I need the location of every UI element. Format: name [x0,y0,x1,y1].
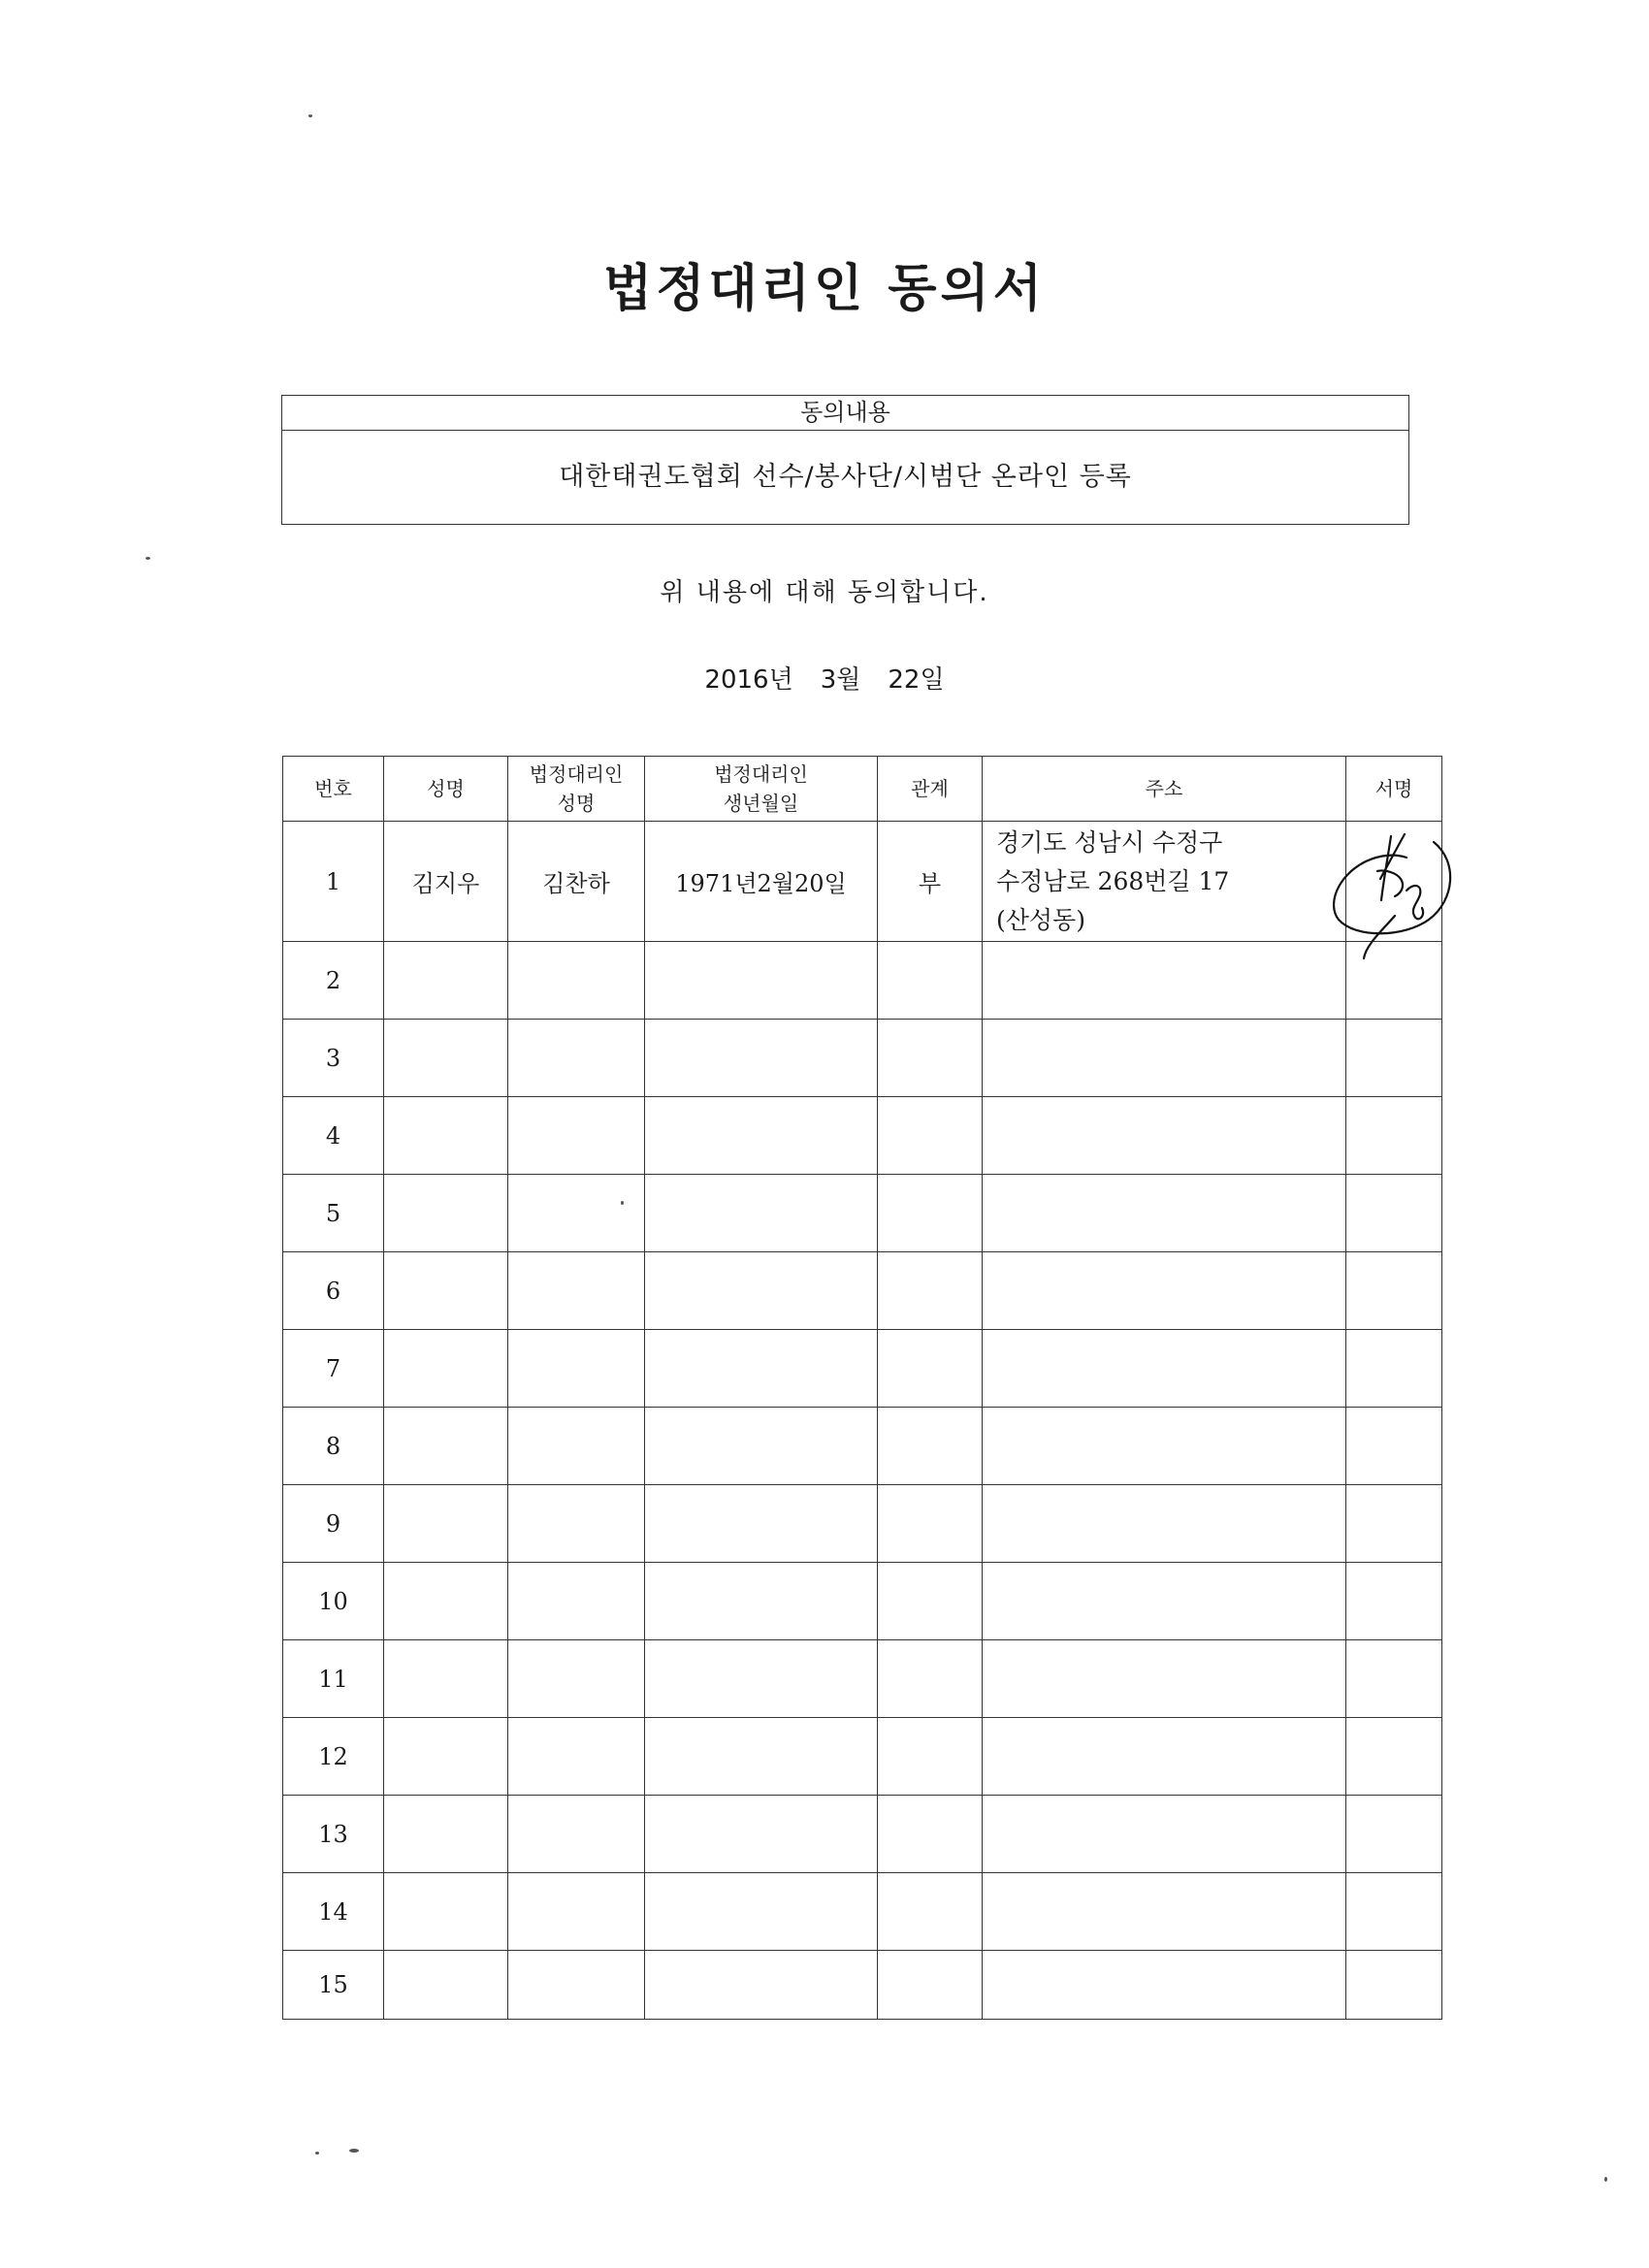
row-number: 9 [283,1485,384,1563]
row-address [983,1563,1346,1640]
header-signature: 서명 [1346,757,1442,822]
row-relation [878,1097,983,1175]
date-month: 3월 [820,665,861,695]
row-number: 1 [283,822,384,942]
scan-speck [621,1201,624,1205]
row-name [384,1330,508,1408]
row-name: 김지우 [384,822,508,942]
table-row [283,1330,1442,1408]
consent-date [0,660,1649,696]
header-relation: 관계 [878,757,983,822]
row-relation: 부 [878,822,983,942]
date-year: 2016년 [704,665,793,695]
row-guardian-name [508,1097,645,1175]
table-row [283,1640,1442,1718]
row-relation [878,1020,983,1097]
address-line: 경기도 성남시 수정구 [996,827,1223,857]
header-name: 성명 [384,757,508,822]
row-name [384,1175,508,1252]
row-signature [1346,1097,1442,1175]
header-guardian-name-line1: 법정대리인 [529,762,624,786]
row-address [983,1951,1346,2020]
row-guardian-birth [645,1640,878,1718]
row-address [983,942,1346,1020]
row-signature [1346,1563,1442,1640]
consent-content-text: 대한태권도협회 선수/봉사단/시범단 온라인 등록 [559,462,1132,492]
row-relation [878,1330,983,1408]
row-guardian-birth [645,1408,878,1485]
consent-content-box [281,395,1409,525]
row-number: 10 [283,1563,384,1640]
row-guardian-name [508,1873,645,1951]
row-signature [1346,1951,1442,2020]
row-name [384,1951,508,2020]
row-relation [878,1718,983,1796]
row-signature [1346,1175,1442,1252]
row-relation [878,1175,983,1252]
row-guardian-name [508,1640,645,1718]
row-guardian-name [508,1408,645,1485]
header-guardian-name-line2: 성명 [557,792,596,815]
scan-speck [349,2149,359,2153]
row-signature [1346,1873,1442,1951]
row-number: 14 [283,1873,384,1951]
row-guardian-name [508,1175,645,1252]
table-row [283,1563,1442,1640]
row-number: 13 [283,1796,384,1873]
consent-content-header: 동의내용 [282,396,1408,431]
row-address [983,1252,1346,1330]
scan-speck [308,114,312,117]
row-name [384,1020,508,1097]
row-name [384,1718,508,1796]
row-relation [878,1485,983,1563]
row-guardian-name: 김찬하 [508,822,645,942]
row-guardian-birth [645,1563,878,1640]
row-signature [1346,1796,1442,1873]
table-row [283,1796,1442,1873]
row-address [983,1408,1346,1485]
row-number: 5 [283,1175,384,1252]
agree-statement: 위 내용에 대해 동의합니다. [660,578,989,607]
row-address [983,1640,1346,1718]
row-guardian-birth [645,1485,878,1563]
table-row [283,1175,1442,1252]
row-name [384,1252,508,1330]
row-address [983,1097,1346,1175]
row-name [384,1097,508,1175]
row-address [983,1873,1346,1951]
row-number: 11 [283,1640,384,1718]
row-relation [878,1408,983,1485]
header-number: 번호 [283,757,384,822]
row-address [983,1718,1346,1796]
row-guardian-name [508,1020,645,1097]
row-relation [878,1563,983,1640]
row-signature [1346,1330,1442,1408]
scan-speck [1604,2177,1607,2182]
row-guardian-birth [645,1020,878,1097]
row-signature [1346,1020,1442,1097]
table-row [283,1718,1442,1796]
header-guardian-name [508,757,645,822]
row-number: 3 [283,1020,384,1097]
row-signature [1346,1252,1442,1330]
row-number: 2 [283,942,384,1020]
table-row [283,822,1442,942]
table-row [283,1485,1442,1563]
row-guardian-birth [645,1718,878,1796]
row-guardian-birth [645,1175,878,1252]
table-header-row [283,757,1442,822]
row-guardian-name [508,1951,645,2020]
row-guardian-name [508,1252,645,1330]
row-number: 4 [283,1097,384,1175]
row-guardian-birth [645,1097,878,1175]
table-row [283,1097,1442,1175]
row-guardian-birth [645,1873,878,1951]
row-guardian-name [508,1563,645,1640]
row-number: 8 [283,1408,384,1485]
row-name [384,942,508,1020]
header-guardian-birth-line1: 법정대리인 [714,762,808,786]
row-relation [878,1796,983,1873]
row-guardian-birth [645,1796,878,1873]
row-relation [878,1640,983,1718]
header-guardian-birth [645,757,878,822]
row-name [384,1873,508,1951]
row-signature [1346,1485,1442,1563]
address-line: 수정남로 268번길 17 [996,866,1230,895]
date-day: 22일 [888,665,945,695]
row-address [983,1330,1346,1408]
row-address [983,822,1346,942]
row-number: 12 [283,1718,384,1796]
table-row [283,1020,1442,1097]
table-row [283,1951,1442,2020]
scan-speck [146,557,150,560]
row-relation [878,1951,983,2020]
table-row [283,942,1442,1020]
row-number: 6 [283,1252,384,1330]
row-address [983,1020,1346,1097]
header-guardian-birth-line2: 생년월일 [723,792,799,815]
guardian-roster-table [282,756,1442,2020]
row-guardian-birth [645,1330,878,1408]
table-row [283,1252,1442,1330]
row-guardian-birth: 1971년2월20일 [645,822,878,942]
handwritten-signature [1327,823,1463,963]
address-line: (산성동) [996,905,1085,934]
row-signature [1346,1640,1442,1718]
table-row [283,1873,1442,1951]
row-guardian-birth [645,1252,878,1330]
row-number: 7 [283,1330,384,1408]
row-name [384,1640,508,1718]
row-address [983,1796,1346,1873]
row-guardian-name [508,1718,645,1796]
row-guardian-name [508,1330,645,1408]
row-name [384,1563,508,1640]
scan-speck [315,2152,319,2155]
page-title: 법정대리인 동의서 [603,260,1046,318]
row-relation [878,942,983,1020]
row-signature [1346,1408,1442,1485]
row-guardian-birth [645,942,878,1020]
row-name [384,1485,508,1563]
row-address [983,1175,1346,1252]
row-relation [878,1252,983,1330]
row-guardian-name [508,1485,645,1563]
row-relation [878,1873,983,1951]
row-name [384,1796,508,1873]
header-address: 주소 [983,757,1346,822]
row-number: 15 [283,1951,384,2020]
row-guardian-name [508,942,645,1020]
row-address [983,1485,1346,1563]
row-signature [1346,1718,1442,1796]
table-row [283,1408,1442,1485]
row-guardian-name [508,1796,645,1873]
row-name [384,1408,508,1485]
row-guardian-birth [645,1951,878,2020]
